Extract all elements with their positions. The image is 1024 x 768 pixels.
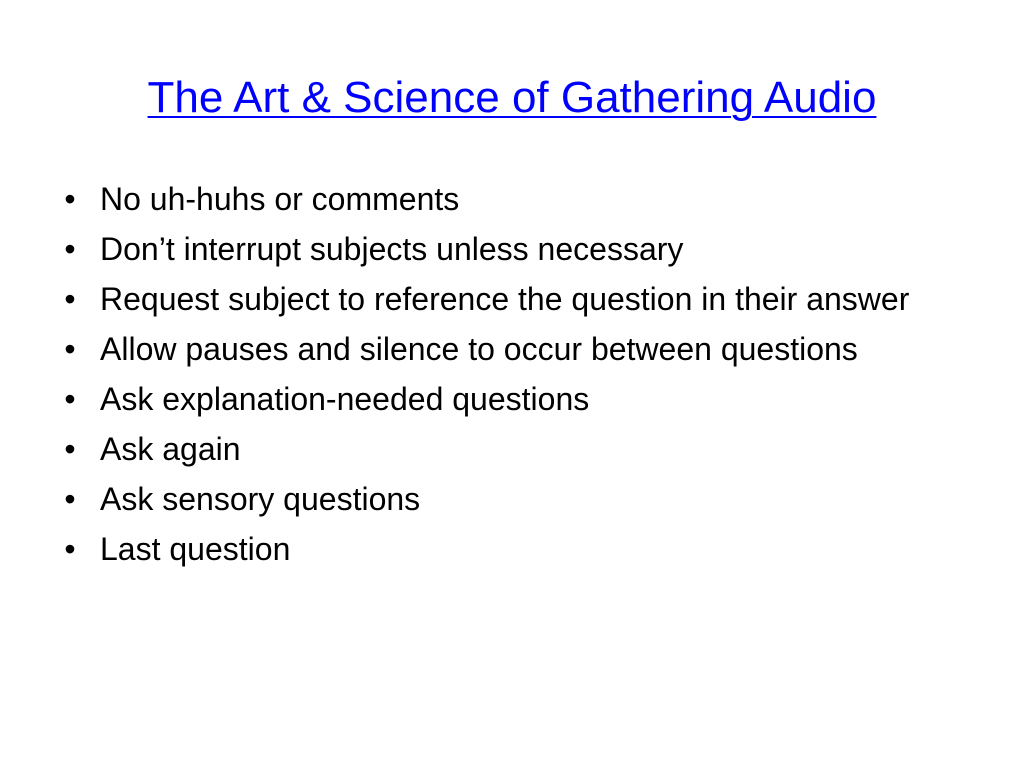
bullet-text: No uh-huhs or comments: [100, 181, 460, 217]
bullet-item: [64, 380, 980, 419]
bullet-item: [64, 280, 980, 319]
bullet-item: [64, 180, 980, 219]
bullet-dot-icon: •: [64, 181, 76, 217]
bullet-dot-icon: •: [64, 281, 76, 317]
bullet-dot-icon: •: [64, 331, 76, 367]
bullet-item: [64, 530, 980, 569]
bullet-text: Last question: [100, 531, 291, 567]
bullet-list: [64, 180, 980, 580]
bullet-item: [64, 230, 980, 269]
slide-title-link[interactable]: The Art & Science of Gathering Audio: [147, 73, 877, 122]
bullet-dot-icon: •: [64, 531, 76, 567]
bullet-dot-icon: •: [64, 431, 76, 467]
bullet-item: [64, 430, 980, 469]
bullet-text: Request subject to reference the question in their answer: [100, 281, 910, 317]
bullet-text: Ask sensory questions: [100, 481, 421, 517]
bullet-text: Allow pauses and silence to occur between questions: [100, 331, 858, 367]
bullet-item: [64, 480, 980, 519]
bullet-item: [64, 330, 980, 369]
bullet-text: Don’t interrupt subjects unless necessary: [100, 231, 684, 267]
bullet-text: Ask explanation-needed questions: [100, 381, 590, 417]
bullet-text: Ask again: [100, 431, 241, 467]
bullet-dot-icon: •: [64, 381, 76, 417]
bullet-dot-icon: •: [64, 231, 76, 267]
slide-title: [0, 62, 1024, 134]
bullet-dot-icon: •: [64, 481, 76, 517]
